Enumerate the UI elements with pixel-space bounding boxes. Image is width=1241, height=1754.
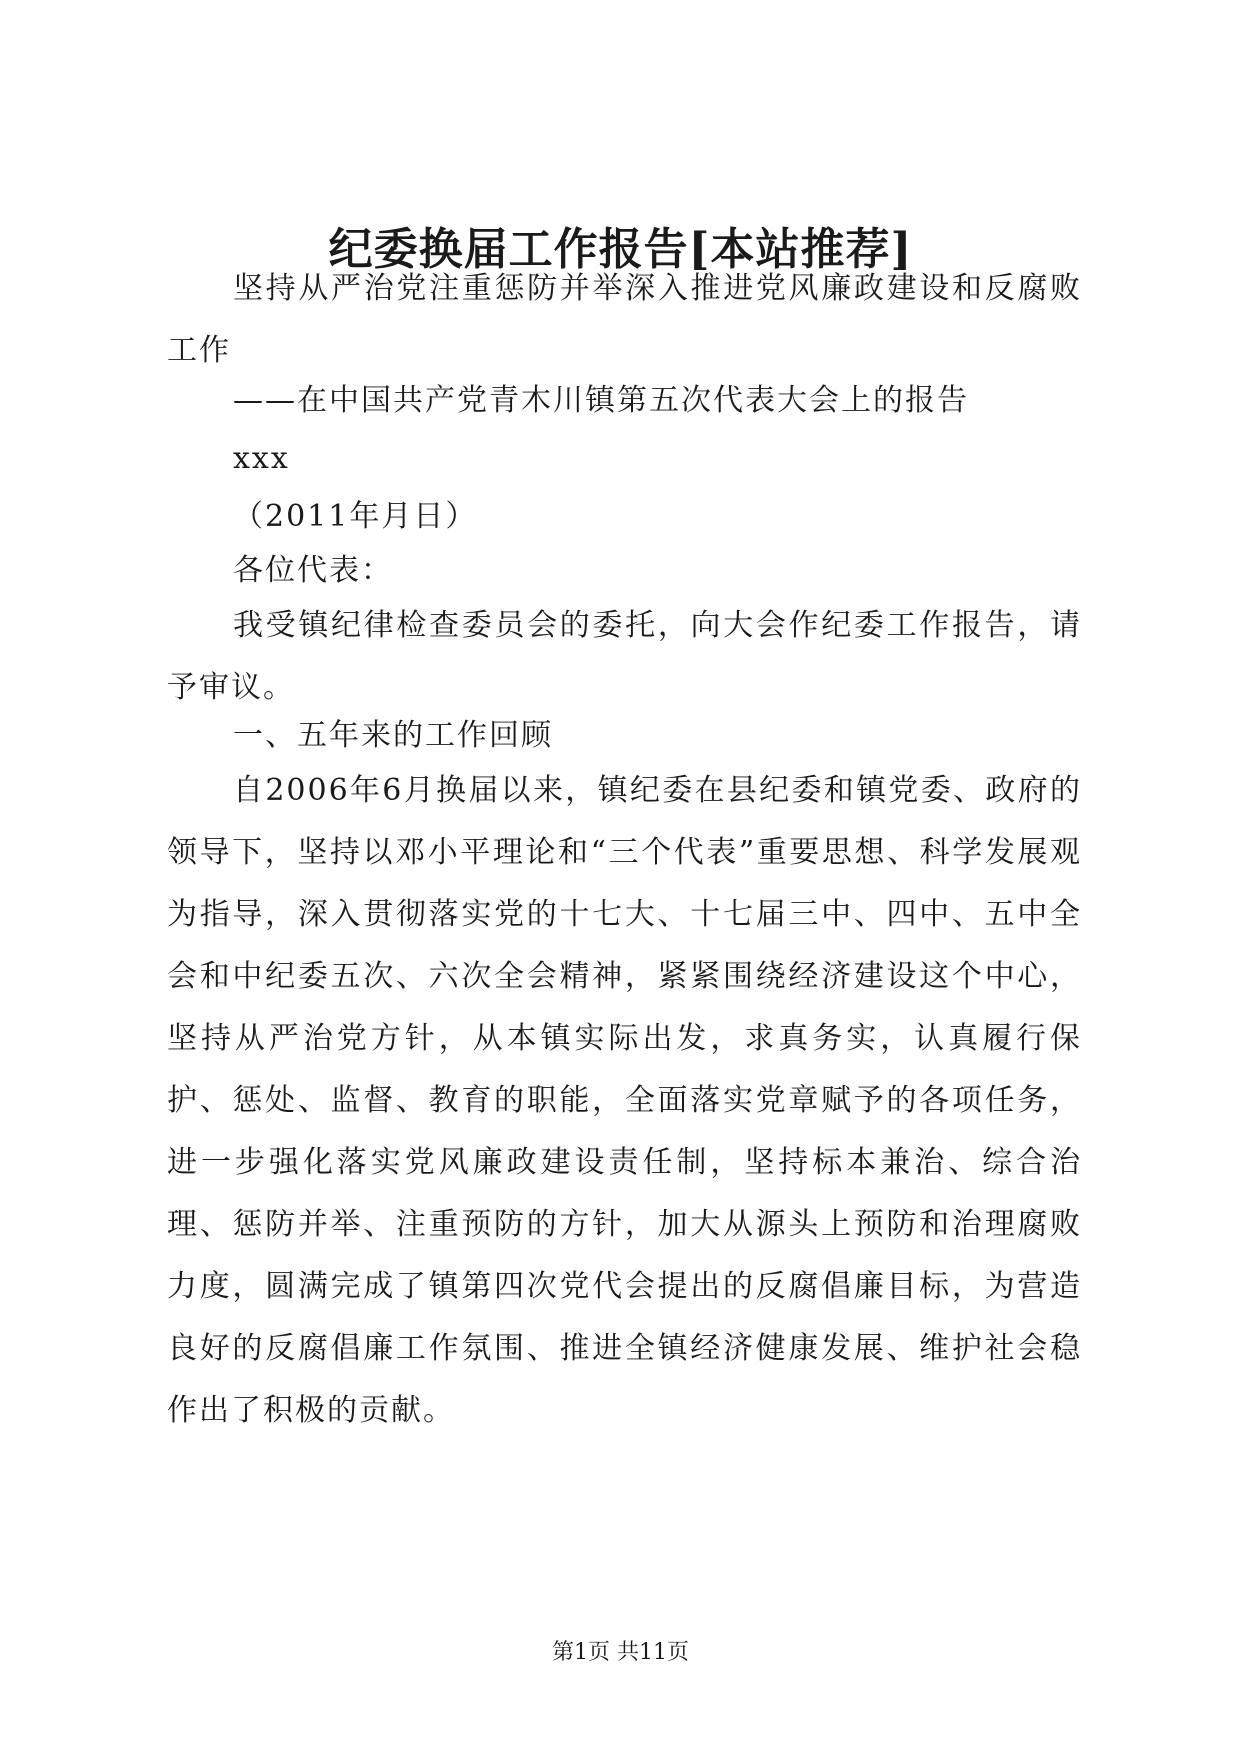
- section-body-paragraph: 自2006年6月换届以来，镇纪委在县纪委和镇党委、政府的领导下，坚持以邓小平理论和“三个代表”重要思想、科学发展观为指导，深入贯彻落实党的十七大、十七届三中、四中、五中全会和中纪委五次、六次全会精神，紧紧围绕经济建设这个中心，坚持从严治党方针，从本镇实际出发，求真务实，认真履行保护、惩处、监督、教育的职能，全面落实党章赋予的各项任务，进一步强化落实党风廉政建设责任制，坚持标本兼治、综合治理、惩防并举、注重预防的方针，加大从源头上预防和治理腐败力度，圆满完成了镇第四次党代会提出的反腐倡廉目标，为营造良好的反腐倡廉工作氛围、推进全镇经济健康发展、维护社会稳作出了积极的贡献。: [167, 773, 1082, 1428]
- section-heading: 一、五年来的工作回顾: [233, 718, 553, 753]
- report-date: （2011年月日）: [233, 499, 478, 534]
- intro-paragraph: 我受镇纪律检查委员会的委托，向大会作纪委工作报告，请予审议。: [167, 608, 1082, 705]
- page-footer: 第1页 共11页: [552, 1640, 689, 1665]
- report-subtitle: 坚持从严治党注重惩防并举深入推进党风廉政建设和反腐败工作: [167, 271, 1082, 368]
- document-title: 纪委换届工作报告[本站推荐]: [328, 224, 913, 275]
- salutation: 各位代表：: [233, 553, 393, 588]
- report-author: xxx: [233, 441, 290, 476]
- report-occasion: ——在中国共产党青木川镇第五次代表大会上的报告: [233, 383, 969, 418]
